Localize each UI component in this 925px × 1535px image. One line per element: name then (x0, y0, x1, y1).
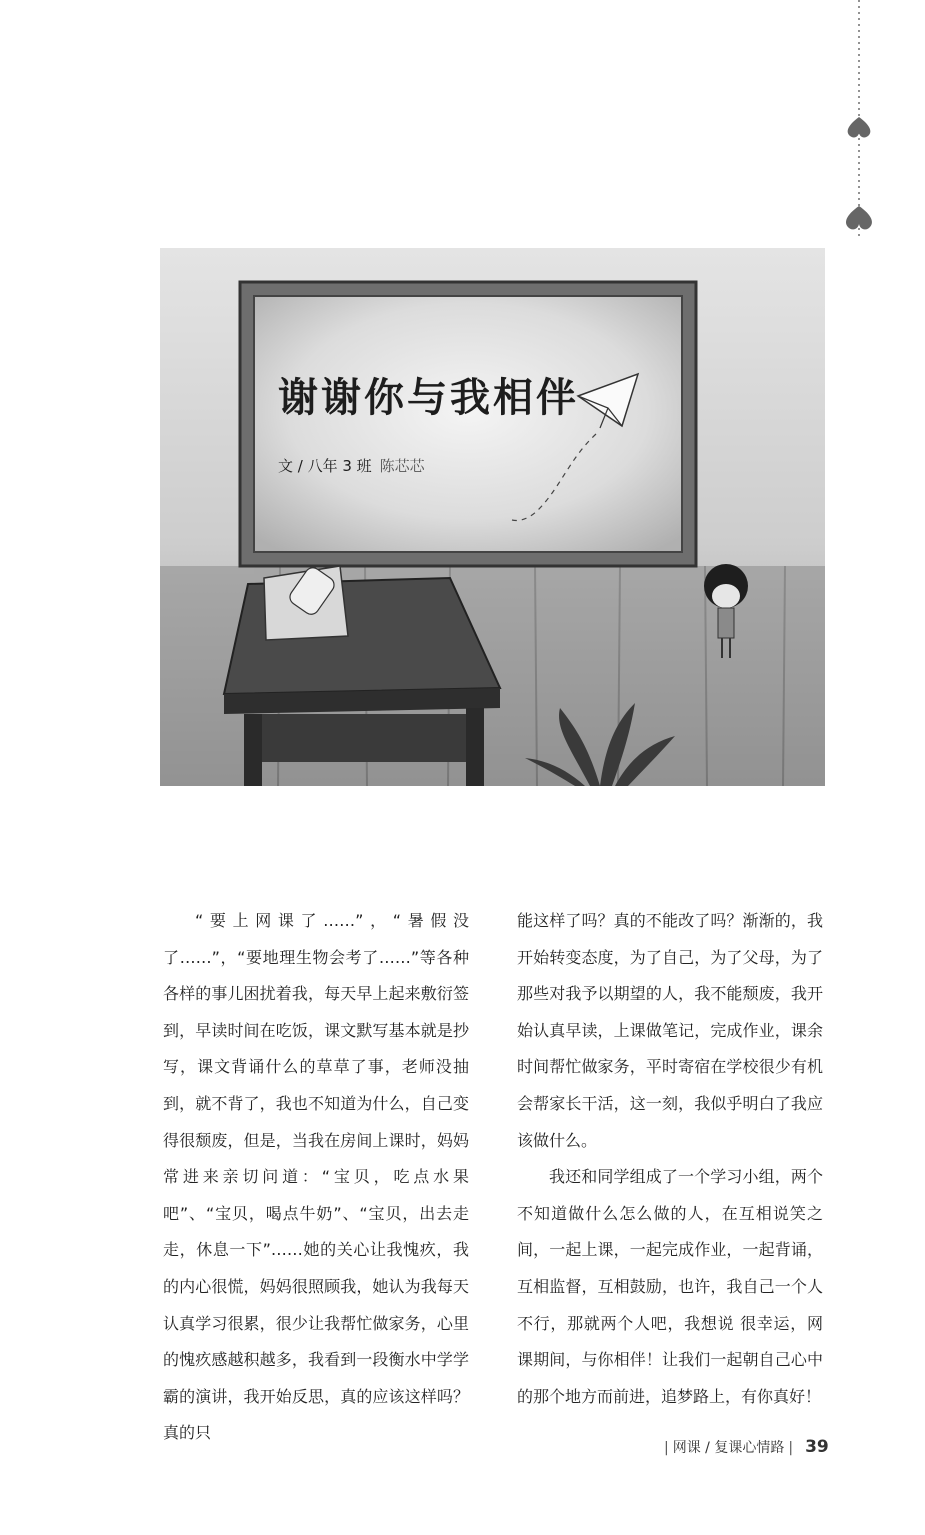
article-illustration (160, 248, 825, 786)
text-column-right (517, 903, 823, 1415)
page-footer (660, 1437, 830, 1457)
page-number: 39 (805, 1437, 829, 1457)
footer-section-a: 网课 (672, 1440, 701, 1456)
paragraph: 能这样了吗？真的不能改了吗？渐渐的，我开始转变态度，为了自己，为了父母，为了那些对我予以期望的人，我不能颓废，我开始认真早读，上课做笔记，完成作业，课余时间帮忙做家务，平时寄宿在学校很少有机会帮家长干活，这一刻，我似乎明白了我应该做什么。 (517, 911, 823, 1150)
footer-divider: | (788, 1440, 794, 1456)
article-title: 谢谢你与我相伴 (278, 374, 579, 421)
heart-icon (846, 206, 872, 229)
footer-slash: / (705, 1440, 710, 1456)
heart-icon (848, 117, 871, 137)
paragraph: 我还和同学组成了一个学习小组，两个不知道做什么怎么做的人，在互相说笑之间，一起上课，一起完成作业，一起背诵，互相监督，互相鼓励，也许，我自己一个人不行，那就两个人吧，我想说 很幸运，网课期间，与你相伴！让我们一起朝自己心中的那个地方而前进，追梦路上，有你真好！ (517, 1167, 823, 1406)
classroom-drawing (160, 248, 825, 786)
author-name: 陈芯芯 (379, 457, 425, 475)
byline (278, 455, 425, 476)
dotted-heart-ornament (840, 0, 880, 250)
footer-divider: | (664, 1440, 669, 1456)
footer-section-b: 复课心情路 (714, 1440, 785, 1456)
text-column-left (163, 903, 469, 1452)
paragraph: “要上网课了……”，“暑假没了……”，“要地理生物会考了……”等各种各样的事儿困扰着我，每天早上起来敷衍签到，早读时间在吃饭，课文默写基本就是抄写，课文背诵什么的草草了事，老师没抽到，就不背了，我也不知道为什么，自己变得很颓废，但是，当我在房间上课时，妈妈常进来亲切问道：“宝贝，吃点水果吧”、“宝贝，喝点牛奶”、“宝贝，出去走走，休息一下”……她的关心让我愧疚，我的内心很慌，妈妈很照顾我，她认为我每天认真学习很累，很少让我帮忙做家务，心里的愧疚感越积越多，我看到一段衡水中学学霸的演讲，我开始反思，真的应该这样吗？真的只 (163, 911, 469, 1443)
board-frame (240, 282, 696, 566)
school-desk (224, 565, 500, 786)
byline-prefix: 文 / 八年 3 班 (278, 457, 372, 475)
